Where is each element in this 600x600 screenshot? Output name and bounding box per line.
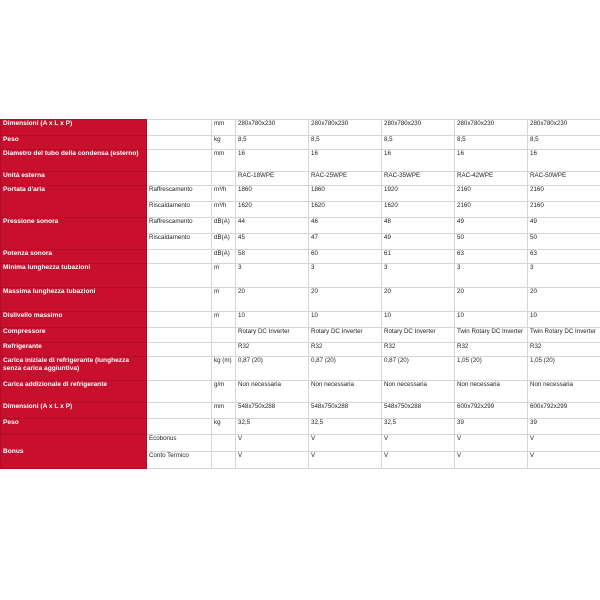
cell-value: Rotary DC Inverter <box>236 328 309 343</box>
row-sublabel: Riscaldamento <box>147 234 212 250</box>
table-row <box>1 288 600 312</box>
cell-value: 32,5 <box>382 419 455 435</box>
row-label: Minima lunghezza tubazioni <box>1 264 147 288</box>
cell-value: 16 <box>309 150 382 172</box>
cell-value: V <box>236 452 309 469</box>
row-sublabel <box>147 312 212 328</box>
cell-value: 548x750x288 <box>382 403 455 419</box>
row-unit: m³/h <box>212 202 236 218</box>
cell-value: 1920 <box>382 186 455 202</box>
cell-value: R32 <box>309 343 382 357</box>
cell-value: V <box>528 435 600 452</box>
row-label: Dislivello massimo <box>1 312 147 328</box>
cell-value: RAC-35WPE <box>382 172 455 186</box>
table-row <box>1 435 600 452</box>
row-label: Unità esterna <box>1 172 147 186</box>
cell-value: R32 <box>382 343 455 357</box>
cell-value: 548x750x288 <box>236 403 309 419</box>
cell-value: V <box>309 435 382 452</box>
row-unit <box>212 435 236 452</box>
cell-value: R32 <box>528 343 600 357</box>
table-row <box>1 343 600 357</box>
row-sublabel <box>147 172 212 186</box>
cell-value: 3 <box>455 264 528 288</box>
cell-value: V <box>455 452 528 469</box>
cell-value: 1,05 (20) <box>528 357 600 381</box>
cell-value: Non necessaria <box>236 381 309 403</box>
cell-value: 50 <box>528 234 600 250</box>
cell-value: 2160 <box>528 202 600 218</box>
cell-value: 1860 <box>236 186 309 202</box>
row-label: Dimensioni (A x L x P) <box>1 120 147 136</box>
cell-value: 8,5 <box>455 136 528 150</box>
row-sublabel <box>147 403 212 419</box>
row-unit: g/m <box>212 381 236 403</box>
row-unit: m <box>212 264 236 288</box>
row-sublabel: Raffrescamento <box>147 186 212 202</box>
cell-value: 280x780x230 <box>382 120 455 136</box>
cell-value: 2160 <box>528 186 600 202</box>
cell-value: 60 <box>309 250 382 264</box>
cell-value: Rotary DC Inverter <box>382 328 455 343</box>
row-label: Peso <box>1 136 147 150</box>
cell-value: 10 <box>528 312 600 328</box>
table-row <box>1 120 600 136</box>
cell-value: Twin Rotary DC Inverter <box>528 328 600 343</box>
table-row <box>1 403 600 419</box>
table-row <box>1 357 600 381</box>
row-unit: kg (m) <box>212 357 236 381</box>
row-sublabel <box>147 288 212 312</box>
row-sublabel <box>147 357 212 381</box>
cell-value: 548x750x288 <box>309 403 382 419</box>
cell-value: 63 <box>528 250 600 264</box>
row-unit: m <box>212 288 236 312</box>
cell-value: RAC-50WPE <box>528 172 600 186</box>
cell-value: Non necessaria <box>309 381 382 403</box>
cell-value: 8,5 <box>528 136 600 150</box>
cell-value: 8,5 <box>236 136 309 150</box>
cell-value: 39 <box>528 419 600 435</box>
table-row <box>1 264 600 288</box>
row-sublabel <box>147 250 212 264</box>
cell-value: R32 <box>236 343 309 357</box>
cell-value: RAC-42WPE <box>455 172 528 186</box>
cell-value: R32 <box>455 343 528 357</box>
row-label: Carica addizionale di refrigerante <box>1 381 147 403</box>
row-label: Massima lunghezza tubazioni <box>1 288 147 312</box>
cell-value: 10 <box>309 312 382 328</box>
cell-value: Rotary DC Inverter <box>309 328 382 343</box>
row-sublabel <box>147 381 212 403</box>
cell-value: 16 <box>236 150 309 172</box>
cell-value: 3 <box>236 264 309 288</box>
cell-value: Non necessaria <box>455 381 528 403</box>
row-label: Portata d'aria <box>1 186 147 218</box>
cell-value: 0,87 (20) <box>309 357 382 381</box>
table-row <box>1 381 600 403</box>
cell-value: 3 <box>309 264 382 288</box>
row-unit: m³/h <box>212 186 236 202</box>
row-label: Peso <box>1 419 147 435</box>
cell-value: 50 <box>455 234 528 250</box>
row-label: Carica iniziale di refrigerante (lunghezza senza carica aggiuntiva) <box>1 357 147 381</box>
cell-value: 20 <box>236 288 309 312</box>
row-label: Compressore <box>1 328 147 343</box>
cell-value: 20 <box>382 288 455 312</box>
cell-value: 1860 <box>309 186 382 202</box>
row-label: Dimensioni (A x L x P) <box>1 403 147 419</box>
row-label: Pressione sonora <box>1 218 147 250</box>
cell-value: 45 <box>236 234 309 250</box>
row-unit <box>212 328 236 343</box>
table-row <box>1 172 600 186</box>
row-unit: mm <box>212 120 236 136</box>
table-row <box>1 312 600 328</box>
row-unit: m <box>212 312 236 328</box>
row-sublabel <box>147 343 212 357</box>
cell-value: 8,5 <box>382 136 455 150</box>
cell-value: 8,5 <box>309 136 382 150</box>
cell-value: 16 <box>382 150 455 172</box>
table-row <box>1 186 600 202</box>
row-sublabel <box>147 328 212 343</box>
row-unit: dB(A) <box>212 250 236 264</box>
row-sublabel: Conto Termico <box>147 452 212 469</box>
row-sublabel: Riscaldamento <box>147 202 212 218</box>
cell-value: 280x780x230 <box>236 120 309 136</box>
cell-value: 1,05 (20) <box>455 357 528 381</box>
cell-value: Non necessaria <box>382 381 455 403</box>
cell-value: 20 <box>455 288 528 312</box>
cell-value: 0,87 (20) <box>236 357 309 381</box>
cell-value: V <box>236 435 309 452</box>
cell-value: Twin Rotary DC Inverter <box>455 328 528 343</box>
cell-value: 600x792x299 <box>528 403 600 419</box>
specifications-table <box>0 119 600 469</box>
cell-value: 58 <box>236 250 309 264</box>
cell-value: 16 <box>528 150 600 172</box>
cell-value: RAC-25WPE <box>309 172 382 186</box>
row-sublabel <box>147 136 212 150</box>
cell-value: 280x780x230 <box>455 120 528 136</box>
cell-value: 280x780x230 <box>528 120 600 136</box>
row-sublabel: Ecobonus <box>147 435 212 452</box>
cell-value: V <box>382 435 455 452</box>
cell-value: 280x780x230 <box>309 120 382 136</box>
cell-value: 10 <box>382 312 455 328</box>
cell-value: 47 <box>309 234 382 250</box>
table-row <box>1 250 600 264</box>
cell-value: 2160 <box>455 186 528 202</box>
cell-value: 63 <box>455 250 528 264</box>
cell-value: 44 <box>236 218 309 234</box>
cell-value: 1620 <box>309 202 382 218</box>
cell-value: 61 <box>382 250 455 264</box>
cell-value: V <box>455 435 528 452</box>
table-row <box>1 419 600 435</box>
cell-value: V <box>528 452 600 469</box>
cell-value: 3 <box>382 264 455 288</box>
row-sublabel <box>147 150 212 172</box>
cell-value: 2160 <box>455 202 528 218</box>
row-unit <box>212 452 236 469</box>
row-sublabel <box>147 264 212 288</box>
cell-value: 49 <box>455 218 528 234</box>
cell-value: 32,5 <box>309 419 382 435</box>
spec-sheet <box>0 119 600 477</box>
row-label: Refrigerante <box>1 343 147 357</box>
cell-value: 3 <box>528 264 600 288</box>
row-unit: dB(A) <box>212 218 236 234</box>
cell-value: 1620 <box>236 202 309 218</box>
table-row <box>1 218 600 234</box>
cell-value: 20 <box>528 288 600 312</box>
row-unit <box>212 343 236 357</box>
cell-value: 16 <box>455 150 528 172</box>
cell-value: Non necessaria <box>528 381 600 403</box>
row-unit: kg <box>212 136 236 150</box>
row-label: Bonus <box>1 435 147 469</box>
cell-value: 0,87 (20) <box>382 357 455 381</box>
cell-value: 32,5 <box>236 419 309 435</box>
row-label: Diametro del tubo della condensa (esterno) <box>1 150 147 172</box>
cell-value: 20 <box>309 288 382 312</box>
row-unit <box>212 172 236 186</box>
cell-value: 10 <box>236 312 309 328</box>
cell-value: 1620 <box>382 202 455 218</box>
table-row <box>1 150 600 172</box>
row-sublabel: Raffrescamento <box>147 218 212 234</box>
row-sublabel <box>147 120 212 136</box>
row-unit: mm <box>212 403 236 419</box>
table-row <box>1 328 600 343</box>
row-unit: mm <box>212 150 236 172</box>
row-sublabel <box>147 419 212 435</box>
cell-value: V <box>309 452 382 469</box>
cell-value: 10 <box>455 312 528 328</box>
row-label: Potenza sonora <box>1 250 147 264</box>
cell-value: 49 <box>382 234 455 250</box>
cell-value: 48 <box>382 218 455 234</box>
cell-value: RAC-18WPE <box>236 172 309 186</box>
cell-value: 46 <box>309 218 382 234</box>
cell-value: 39 <box>455 419 528 435</box>
cell-value: V <box>382 452 455 469</box>
row-unit: kg <box>212 419 236 435</box>
row-unit: dB(A) <box>212 234 236 250</box>
cell-value: 600x792x299 <box>455 403 528 419</box>
cell-value: 49 <box>528 218 600 234</box>
table-row <box>1 136 600 150</box>
